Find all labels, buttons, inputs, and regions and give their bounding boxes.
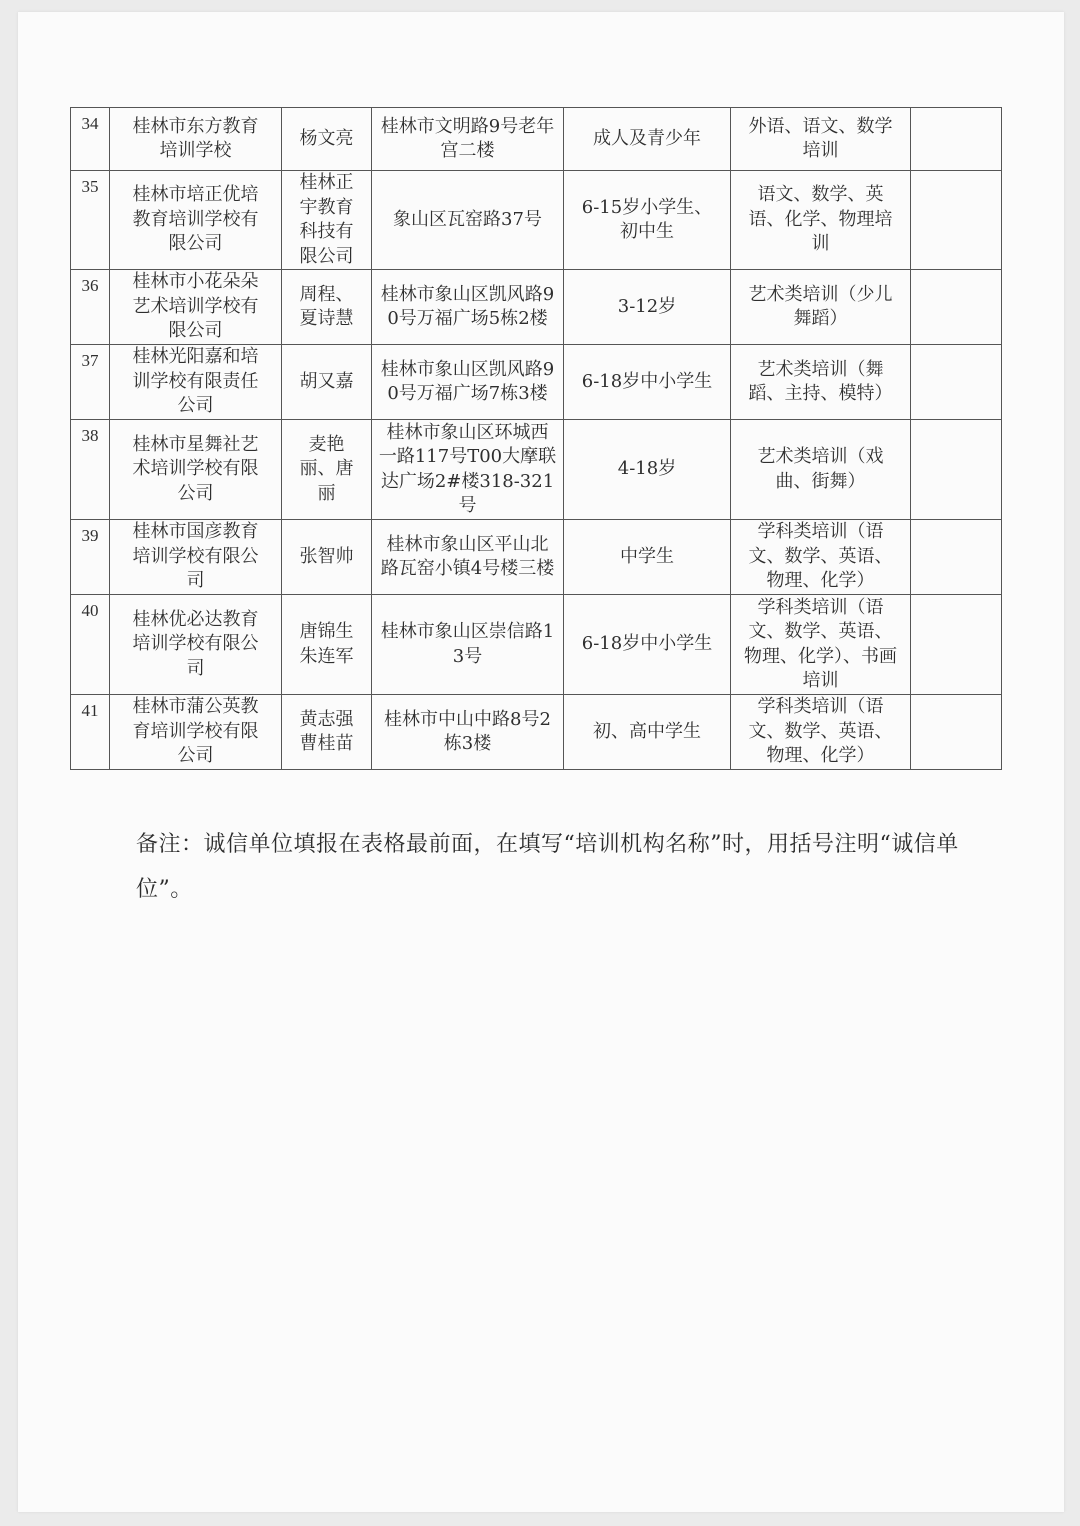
footnote-remark: 备注：诚信单位填报在表格最前面，在填写“培训机构名称”时，用括号注明“诚信单位”。 <box>136 832 959 902</box>
address: 桂林市中山中路8号2栋3楼 <box>372 695 564 770</box>
training-content: 学科类培训（语文、数学、英语、物理、化学） <box>731 520 911 595</box>
target-students: 4-18岁 <box>564 420 731 520</box>
training-content: 语文、数学、英语、化学、物理培训 <box>731 171 911 270</box>
row-number: 37 <box>71 345 110 420</box>
remark <box>911 270 1002 345</box>
target-students: 6-15岁小学生、初中生 <box>564 171 731 270</box>
row-number: 34 <box>71 108 110 171</box>
remark <box>911 595 1002 695</box>
row-number: 36 <box>71 270 110 345</box>
target-students: 6-18岁中小学生 <box>564 345 731 420</box>
target-students: 6-18岁中小学生 <box>564 595 731 695</box>
target-students: 初、高中学生 <box>564 695 731 770</box>
institution-name: 桂林市东方教育培训学校 <box>110 108 282 171</box>
institution-name: 桂林市星舞社艺术培训学校有限公司 <box>110 420 282 520</box>
remark <box>911 108 1002 171</box>
training-content: 艺术类培训（戏曲、街舞） <box>731 420 911 520</box>
table-row <box>71 695 1002 770</box>
address: 桂林市文明路9号老年宫二楼 <box>372 108 564 171</box>
row-number: 35 <box>71 171 110 270</box>
table-body <box>71 108 1002 770</box>
remark <box>911 420 1002 520</box>
target-students: 3-12岁 <box>564 270 731 345</box>
legal-person: 周程、夏诗慧 <box>282 270 372 345</box>
legal-person: 桂林正宇教育科技有限公司 <box>282 171 372 270</box>
training-content: 学科类培训（语文、数学、英语、物理、化学）、书画培训 <box>731 595 911 695</box>
address: 桂林市象山区平山北路瓦窑小镇4号楼三楼 <box>372 520 564 595</box>
row-number: 39 <box>71 520 110 595</box>
table-row <box>71 345 1002 420</box>
training-content: 外语、语文、数学培训 <box>731 108 911 171</box>
target-students: 中学生 <box>564 520 731 595</box>
training-content: 艺术类培训（少儿舞蹈） <box>731 270 911 345</box>
institution-name: 桂林市小花朵朵艺术培训学校有限公司 <box>110 270 282 345</box>
address: 象山区瓦窑路37号 <box>372 171 564 270</box>
legal-person: 唐锦生朱连军 <box>282 595 372 695</box>
legal-person: 胡又嘉 <box>282 345 372 420</box>
table-row <box>71 420 1002 520</box>
address: 桂林市象山区环城西一路117号T00大摩联达广场2#楼318-321号 <box>372 420 564 520</box>
remark <box>911 171 1002 270</box>
institution-name: 桂林市蒲公英教育培训学校有限公司 <box>110 695 282 770</box>
legal-person: 黄志强曹桂苗 <box>282 695 372 770</box>
legal-person: 麦艳丽、唐丽 <box>282 420 372 520</box>
address: 桂林市象山区崇信路13号 <box>372 595 564 695</box>
institution-name: 桂林市培正优培教育培训学校有限公司 <box>110 171 282 270</box>
remark <box>911 695 1002 770</box>
row-number: 40 <box>71 595 110 695</box>
training-content: 学科类培训（语文、数学、英语、物理、化学） <box>731 695 911 770</box>
institution-name: 桂林光阳嘉和培训学校有限责任公司 <box>110 345 282 420</box>
legal-person: 杨文亮 <box>282 108 372 171</box>
address: 桂林市象山区凯风路90号万福广场7栋3楼 <box>372 345 564 420</box>
legal-person: 张智帅 <box>282 520 372 595</box>
table-row <box>71 171 1002 270</box>
address: 桂林市象山区凯风路90号万福广场5栋2楼 <box>372 270 564 345</box>
training-content: 艺术类培训（舞蹈、主持、模特） <box>731 345 911 420</box>
remark <box>911 345 1002 420</box>
row-number: 41 <box>71 695 110 770</box>
table-row <box>71 595 1002 695</box>
table-row <box>71 108 1002 171</box>
remark <box>911 520 1002 595</box>
institution-name: 桂林优必达教育培训学校有限公司 <box>110 595 282 695</box>
target-students: 成人及青少年 <box>564 108 731 171</box>
training-institution-table <box>70 107 1002 770</box>
row-number: 38 <box>71 420 110 520</box>
table-row <box>71 520 1002 595</box>
institution-name: 桂林市国彦教育培训学校有限公司 <box>110 520 282 595</box>
table-row <box>71 270 1002 345</box>
